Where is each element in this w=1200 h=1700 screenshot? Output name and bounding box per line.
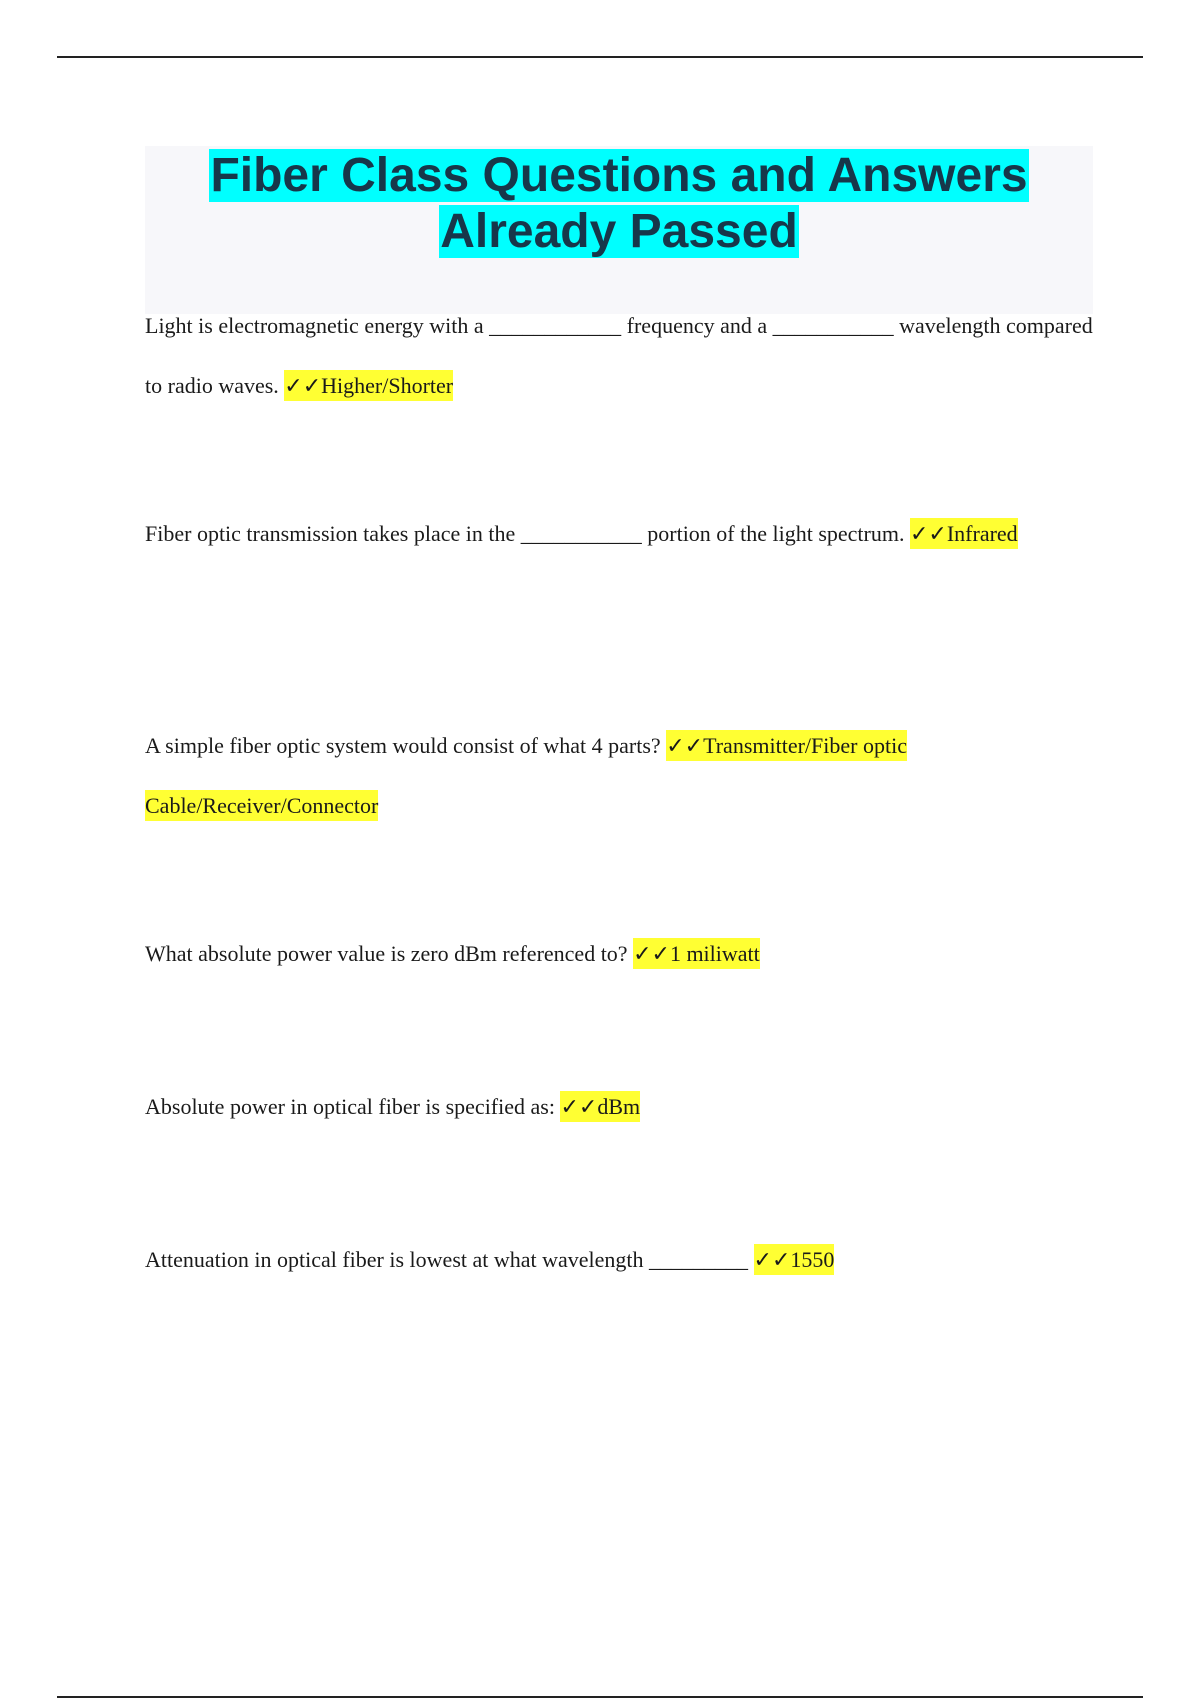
answer-highlight: ✓✓Infrared (910, 518, 1018, 549)
qa-item (145, 1077, 1095, 1137)
answer-highlight: ✓✓Transmitter/Fiber optic Cable/Receiver/Connector (145, 730, 907, 821)
footer-rule (57, 1696, 1143, 1698)
answer-highlight: ✓✓1 miliwatt (633, 938, 760, 969)
question-text: Light is electromagnetic energy with a ____________ frequency and a ___________ wavelength compared to radio waves. (145, 313, 1093, 398)
title-block (145, 146, 1093, 314)
qa-item (145, 1230, 1095, 1290)
answer-highlight: ✓✓1550 (754, 1244, 835, 1275)
qa-item (145, 924, 1095, 984)
title-line-1: Fiber Class Questions and Answers (210, 149, 1028, 202)
answer-highlight: ✓✓Higher/Shorter (284, 370, 453, 401)
question-text: A simple fiber optic system would consist of what 4 parts? (145, 733, 661, 758)
document-title (145, 146, 1093, 260)
question-text: Attenuation in optical fiber is lowest at what wavelength _________ (145, 1247, 749, 1272)
question-text: Absolute power in optical fiber is specified as: (145, 1094, 555, 1119)
title-line-2: Already Passed (440, 205, 798, 258)
qa-item (145, 504, 1095, 564)
qa-item (145, 296, 1095, 416)
qa-item (145, 716, 1095, 836)
question-text: What absolute power value is zero dBm referenced to? (145, 941, 628, 966)
header-rule (57, 56, 1143, 58)
question-text: Fiber optic transmission takes place in the ___________ portion of the light spectrum. (145, 521, 905, 546)
answer-highlight: ✓✓dBm (560, 1091, 640, 1122)
